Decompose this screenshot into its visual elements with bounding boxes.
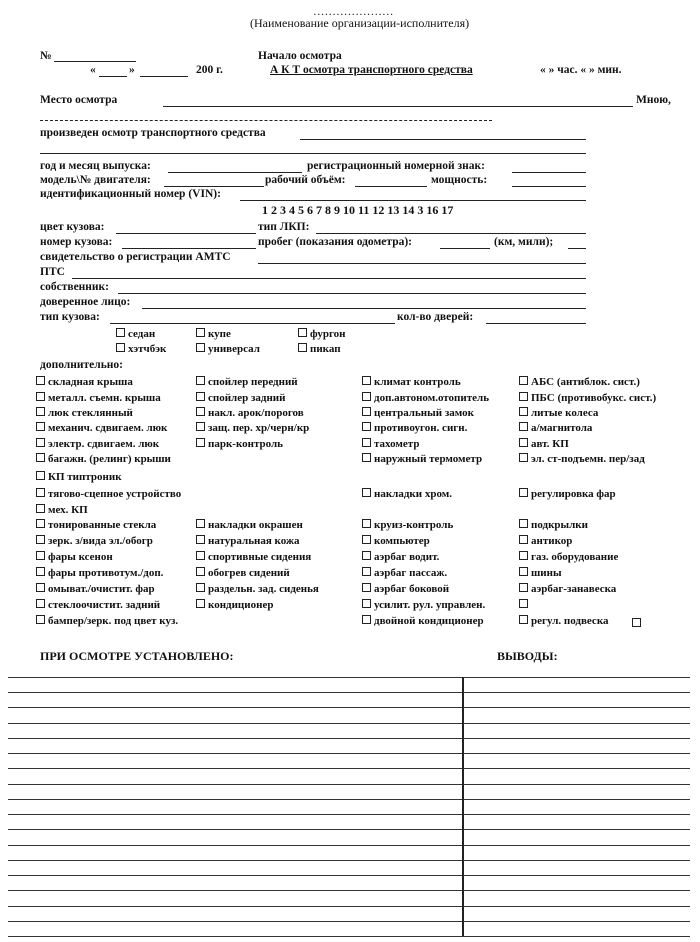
table-rule [8,768,690,769]
vehicle-field-2[interactable] [40,153,586,154]
option-label: кондиционер [208,599,274,611]
vin-numbers: 1 2 3 4 5 6 7 8 9 10 11 12 13 14 3 16 17 [262,203,454,217]
inspector-field[interactable] [40,120,492,121]
option-col4-1[interactable] [519,392,656,404]
option-col3-7[interactable] [362,519,453,531]
option-label: люк стеклянный [48,407,133,419]
option-label: двойной кондиционер [374,615,484,627]
option-label: бампер/зерк. под цвет куз. [48,615,179,627]
option-label: тахометр [374,438,420,450]
option-col3-2[interactable] [362,407,474,419]
option-label: багажн. (рeлинг) крыши [48,453,171,465]
option-col4-3[interactable] [519,422,592,434]
lkp-type-field[interactable] [316,233,586,234]
checkbox-icon[interactable] [519,551,528,560]
checkbox-icon[interactable] [519,535,528,544]
checkbox-icon[interactable] [632,618,641,627]
checkbox-icon[interactable] [519,392,528,401]
place-field[interactable] [163,106,633,107]
checkbox-icon[interactable] [196,519,205,528]
option-label: аэрбаг-занавеска [531,583,617,595]
mileage-unit: (км, мили); [494,236,554,248]
checkbox-icon[interactable] [196,535,205,544]
option-label: стеклоочистит. задний [48,599,161,611]
option-label: компьютер [374,535,430,547]
checkbox-icon[interactable] [36,407,45,416]
checkbox-icon[interactable] [36,599,45,608]
checkbox-icon[interactable] [362,599,371,608]
option-col1-11[interactable] [36,551,113,563]
date-mid: » [129,64,135,76]
table-rule [8,723,690,724]
checkbox-icon[interactable] [36,504,45,513]
option-col2-7[interactable] [196,551,311,563]
place-label: Место осмотра [40,94,118,106]
checkbox-icon[interactable] [36,488,45,497]
option-col4-7[interactable] [519,519,588,531]
option-label: усилит. рул. управлен. [374,599,486,611]
option-col3-3[interactable] [362,422,467,434]
option-label: мех. КП [48,504,88,516]
option-van[interactable]: фургон [298,328,346,340]
option-col4-13[interactable] [519,615,609,627]
checkbox-icon[interactable] [196,407,205,416]
proxy-field[interactable] [142,308,586,309]
option-col4-11[interactable] [519,583,616,595]
checkbox-icon[interactable] [36,471,45,480]
checkbox-icon[interactable] [519,422,528,431]
volume-field[interactable] [355,186,427,187]
option-label: фары ксенон [48,551,113,563]
option-label: фары противотум./доп. [48,567,164,579]
option-label: механич. сдвигаем. люк [48,422,168,434]
option-wagon[interactable]: универсал [196,343,260,355]
checkbox-icon[interactable] [36,438,45,447]
conclusions-label: ВЫВОДЫ: [497,649,558,663]
checkbox-icon[interactable] [362,567,371,576]
pts-field[interactable] [72,278,586,279]
checkbox-icon[interactable] [196,343,205,352]
option-label: раздельн. зад. сиденья [208,583,319,595]
option-label: тонированные стекла [48,519,157,531]
table-rule [8,845,690,846]
checkbox-icon[interactable] [36,535,45,544]
option-label: металл. съемн. крыша [48,392,161,404]
checkbox-icon[interactable] [196,567,205,576]
option-label: спойлер задний [208,392,286,404]
checkbox-icon[interactable] [196,599,205,608]
option-col2-1[interactable] [196,392,285,404]
option-col3-9[interactable] [362,551,439,563]
vin-field[interactable] [240,200,586,201]
by-me-label: Мною, [636,94,671,106]
option-col4-9[interactable] [519,551,618,563]
option-label: тягово-сцепное устройство [48,488,182,500]
vin-label: идентификационный номер (VIN): [40,188,221,200]
checkbox-icon[interactable] [298,328,307,337]
option-label: защ. пер. хр/черн/кр [208,422,310,434]
number-label: № [40,50,52,62]
table-rule [8,921,690,922]
checkbox-icon[interactable] [519,583,528,592]
option-label: накладки окрашен [208,519,303,531]
checkbox-icon[interactable] [519,615,528,624]
mileage-unit-field[interactable] [568,248,586,249]
option-col1-7[interactable] [36,488,181,500]
option-label: накл. арок/порогов [208,407,304,419]
checkbox-icon[interactable] [519,599,528,608]
checkbox-icon[interactable] [362,438,371,447]
engine-field[interactable] [164,186,264,187]
option-col1-0[interactable] [36,376,133,388]
top-dots: ………………… [313,6,394,18]
option-col1-10[interactable] [36,535,153,547]
checkbox-icon[interactable] [362,376,371,385]
option-label: аэрбаг пассаж. [374,567,448,579]
checkbox-icon[interactable] [36,583,45,592]
option-col4-6[interactable] [519,488,616,500]
body-color-field[interactable] [116,233,256,234]
option-col2-10[interactable] [196,599,273,611]
registration-label: свидетельство о регистрации АМТС [40,251,231,263]
option-label: доп.автоном.отопитель [374,392,490,404]
option-label: спортивные сидения [208,551,312,563]
option-col2-5[interactable] [196,519,303,531]
body-color-label: цвет кузова: [40,221,105,233]
option-hatchback[interactable]: хэтчбэк [116,343,166,355]
option-label: обогрев сидений [208,567,290,579]
option-label: а/магнитола [531,422,593,434]
option-col3-12[interactable] [362,599,485,611]
option-label: аэрбаг боковой [374,583,450,595]
table-rule [8,799,690,800]
option-col1-13[interactable] [36,583,155,595]
checkbox-icon[interactable] [196,551,205,560]
option-label: регул. подвеска [531,615,609,627]
option-label: натуральная кожа [208,535,300,547]
option-col3-13[interactable] [362,615,484,627]
established-label: ПРИ ОСМОТРЕ УСТАНОВЛЕНО: [40,649,234,663]
checkbox-icon[interactable] [196,438,205,447]
option-label: центральный замок [374,407,474,419]
table-rule [8,890,690,891]
time-label: « » час. « » мин. [540,64,622,76]
option-col4-4[interactable] [519,438,569,450]
option-label: ПБС (противобукс. сист.) [531,392,657,404]
option-col3-6[interactable] [362,488,452,500]
checkbox-icon[interactable] [362,392,371,401]
option-col3-10[interactable] [362,567,447,579]
checkbox-icon[interactable] [362,551,371,560]
option-label: аэрбаг водит. [374,551,440,563]
year-month-field[interactable] [168,172,302,173]
registration-field[interactable] [258,263,586,264]
option-label: наружный термометр [374,453,483,465]
checkbox-icon[interactable] [116,328,125,337]
checkbox-icon[interactable] [519,519,528,528]
volume-label: рабочий объём: [265,174,346,186]
option-col1-9[interactable] [36,519,156,531]
option-col2-9[interactable] [196,583,319,595]
table-rule [8,707,690,708]
checkbox-icon[interactable] [519,488,528,497]
checkbox-icon[interactable] [362,615,371,624]
option-label: накладки хром. [374,488,452,500]
power-field[interactable] [512,186,586,187]
month-field[interactable] [140,76,188,77]
engine-label: модель\№ двигателя: [40,174,151,186]
option-col1-8[interactable] [36,504,88,516]
table-rule [8,875,690,876]
option-pickup[interactable]: пикап [298,343,341,355]
option-col2-6[interactable] [196,535,299,547]
option-col3-8[interactable] [362,535,430,547]
option-col4-0[interactable] [519,376,640,388]
option-label: круиз-контроль [374,519,454,531]
option-label: газ. оборудование [531,551,619,563]
option-col1-12[interactable] [36,567,163,579]
checkbox-icon[interactable] [36,615,45,624]
checkbox-icon[interactable] [519,438,528,447]
checkbox-icon[interactable] [362,407,371,416]
checkbox-icon[interactable] [362,488,371,497]
checkbox-icon[interactable] [362,583,371,592]
mileage-field[interactable] [440,248,490,249]
option-label: антикор [531,535,573,547]
power-label: мощность: [431,174,488,186]
checkbox-icon[interactable] [36,392,45,401]
option-col3-1[interactable] [362,392,489,404]
checkbox-icon[interactable] [196,376,205,385]
body-number-field[interactable] [122,248,256,249]
checkbox-icon[interactable] [519,567,528,576]
option-col3-11[interactable] [362,583,449,595]
option-label: электр. сдвигаем. люк [48,438,160,450]
option-col2-0[interactable] [196,376,298,388]
option-label: противоугон. сигн. [374,422,468,434]
table-rule [8,829,690,830]
table-rule [8,906,690,907]
day-field[interactable] [99,76,127,77]
option-label: литые колеса [531,407,599,419]
date-open: « [90,64,96,76]
table-rule [8,753,690,754]
vehicle-field[interactable] [300,139,586,140]
checkbox-icon[interactable] [196,422,205,431]
table-rule [8,784,690,785]
option-label: шины [531,567,562,579]
table-divider [462,677,464,936]
year-month-label: год и месяц выпуска: [40,160,151,172]
option-col1-4[interactable] [36,438,159,450]
option-col1-3[interactable] [36,422,167,434]
doors-field[interactable] [486,323,586,324]
table-rule [8,860,690,861]
checkbox-icon[interactable] [36,422,45,431]
option-label: складная крыша [48,376,133,388]
checkbox-icon[interactable] [362,535,371,544]
option-col4-10[interactable] [519,567,562,579]
option-col2-8[interactable] [196,567,290,579]
option-label: КП типтроник [48,471,122,483]
table-rule [8,692,690,693]
checkbox-icon[interactable] [36,551,45,560]
table-rule [8,738,690,739]
reg-plate-label: регистрационный номерной знак: [307,160,485,172]
option-col1-15[interactable] [36,615,178,627]
option-coupe[interactable]: купе [196,328,231,340]
option-col4-5[interactable] [519,453,645,465]
option-label: регулировка фар [531,488,616,500]
checkbox-icon[interactable] [519,453,528,462]
checkbox-icon[interactable] [362,519,371,528]
pts-label: ПТС [40,266,65,278]
checkbox-icon[interactable] [36,376,45,385]
checkbox-icon[interactable] [519,407,528,416]
org-label: (Наименование организации-исполнителя) [250,16,470,30]
option-col4-2[interactable] [519,407,598,419]
option-col1-1[interactable] [36,392,161,404]
checkbox-icon[interactable] [36,567,45,576]
year-label: 200 г. [196,64,223,76]
option-col4-12[interactable] [519,599,531,611]
extra-label: дополнительно: [40,359,123,371]
option-label: эл. ст-подъемн. пер/зад [531,453,645,465]
option-col1-14[interactable] [36,599,160,611]
option-col3-0[interactable] [362,376,461,388]
owner-label: собственник: [40,281,110,293]
checkbox-icon[interactable] [519,376,528,385]
checkbox-icon[interactable] [116,343,125,352]
option-col2-4[interactable] [196,438,283,450]
checkbox-icon[interactable] [196,328,205,337]
checkbox-icon[interactable] [36,453,45,462]
lkp-type-label: тип ЛКП: [258,221,310,233]
table-rule [8,814,690,815]
body-number-label: номер кузова: [40,236,113,248]
option-sedan[interactable]: седан [116,328,155,340]
table-rule [8,936,690,937]
start-label: Начало осмотра [258,50,342,62]
owner-field[interactable] [118,293,586,294]
option-label: АБС (антиблок. сист.) [531,376,640,388]
option-label: подкрылки [531,519,588,531]
act-title: А К Т осмотра транспортного средства [270,64,473,76]
option-col1-2[interactable] [36,407,133,419]
reg-plate-field[interactable] [512,172,586,173]
option-label: спойлер передний [208,376,298,388]
option-label: парк-контроль [208,438,283,450]
checkbox-icon[interactable] [362,453,371,462]
checkbox-icon[interactable] [196,392,205,401]
checkbox-icon[interactable] [196,583,205,592]
option-col1-5[interactable] [36,453,171,465]
option-label: омыват./очистит. фар [48,583,155,595]
option-col3-4[interactable] [362,438,419,450]
table-rule [8,677,690,678]
option-col3-5[interactable] [362,453,482,465]
option-col2-2[interactable] [196,407,304,419]
doors-label: кол-во дверей: [397,311,474,323]
checkbox-icon[interactable] [362,422,371,431]
checkbox-icon[interactable] [298,343,307,352]
option-col2-3[interactable] [196,422,309,434]
checkbox-icon[interactable] [36,519,45,528]
mileage-label: пробег (показания одометра): [258,236,412,248]
proxy-label: доверенное лицо: [40,296,131,308]
number-field[interactable] [54,61,136,62]
option-label: авт. КП [531,438,569,450]
option-col1-6[interactable] [36,471,122,483]
performed-label: произведен осмотр транспортного средства [40,127,266,139]
option-label: климат контроль [374,376,461,388]
body-type-label: тип кузова: [40,311,100,323]
option-label: зерк. з/вида эл./обогр [48,535,153,547]
option-col4-8[interactable] [519,535,572,547]
body-type-field[interactable] [110,323,395,324]
